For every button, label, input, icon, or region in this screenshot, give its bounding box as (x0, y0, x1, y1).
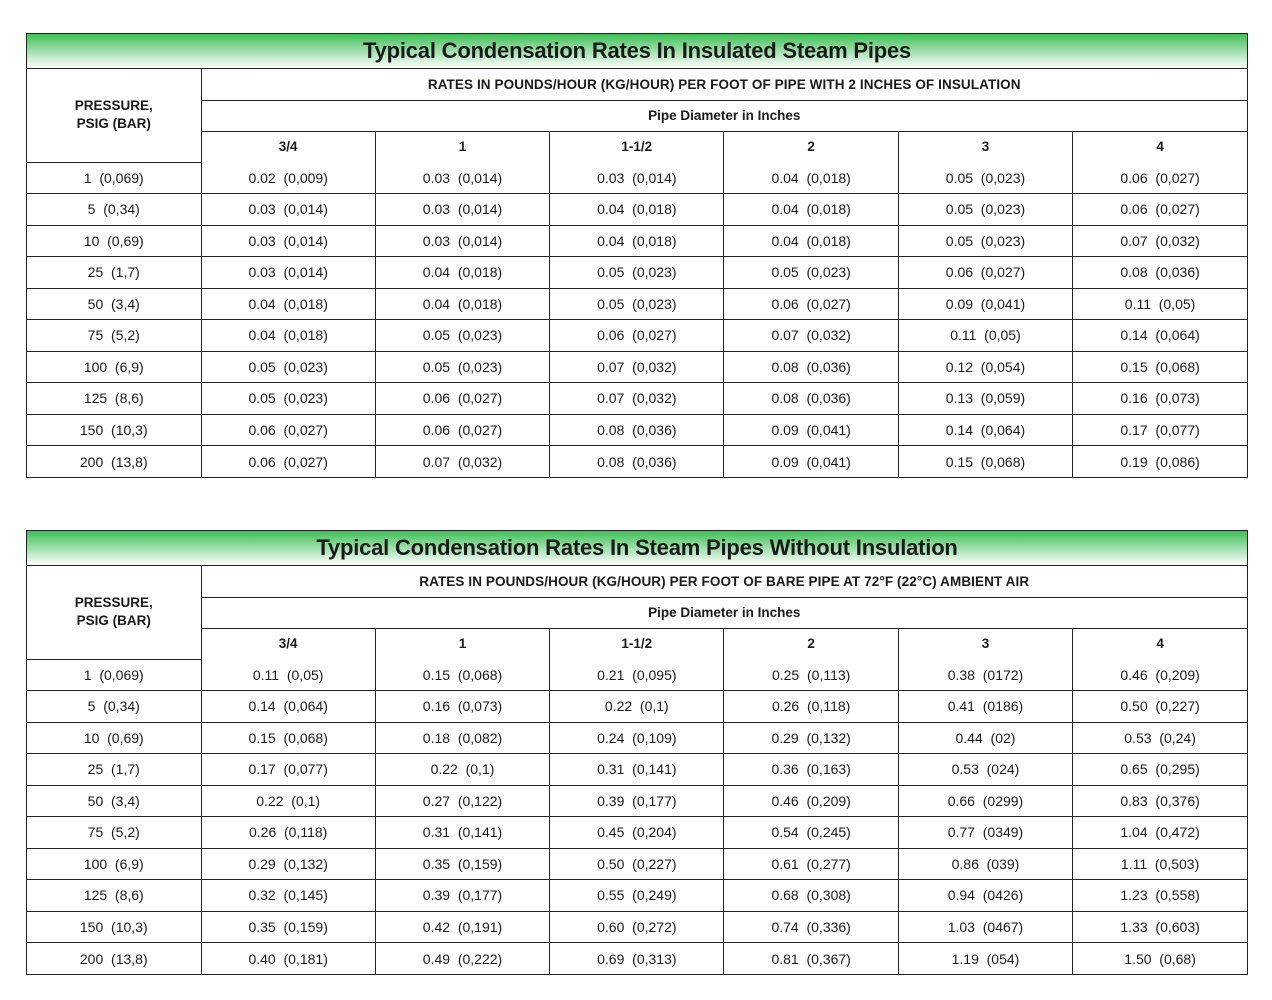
pressure-cell: 100 (6,9) (27, 848, 201, 880)
rate-cell: 0.04 (0,018) (201, 288, 375, 320)
rates-header: RATES IN POUNDS/HOUR (KG/HOUR) PER FOOT OF PIPE WITH 2 INCHES OF INSULATION (201, 69, 1247, 100)
diameter-column-header: 1-1/2 (550, 628, 724, 659)
rate-cell: 0.06 (0,027) (1073, 162, 1247, 194)
rate-cell: 0.17 (0,077) (1073, 414, 1247, 446)
rate-cell: 0.08 (0,036) (724, 383, 898, 415)
rate-cell: 0.60 (0,272) (550, 911, 724, 943)
rate-cell: 0.35 (0,159) (201, 911, 375, 943)
rate-cell: 0.16 (0,073) (1073, 383, 1247, 415)
pressure-cell: 1 (0,069) (27, 162, 201, 194)
rate-cell: 0.12 (0,054) (898, 351, 1072, 383)
rate-cell: 0.49 (0,222) (375, 943, 549, 975)
diameter-header: Pipe Diameter in Inches (201, 597, 1247, 628)
pressure-cell: 10 (0,69) (27, 225, 201, 257)
table-body (27, 659, 1247, 974)
rate-cell: 0.06 (0,027) (201, 414, 375, 446)
table-row (27, 722, 1247, 754)
rate-cell: 0.21 (0,095) (550, 659, 724, 691)
table-row (27, 943, 1247, 975)
table-row (27, 414, 1247, 446)
table-row (27, 225, 1247, 257)
rate-cell: 0.04 (0,018) (375, 288, 549, 320)
table-row (27, 257, 1247, 289)
pressure-cell: 25 (1,7) (27, 754, 201, 786)
pressure-cell: 125 (8,6) (27, 880, 201, 912)
table-row (27, 754, 1247, 786)
rate-cell: 0.03 (0,014) (375, 225, 549, 257)
table-row (27, 194, 1247, 226)
table-row (27, 162, 1247, 194)
rate-cell: 0.31 (0,141) (550, 754, 724, 786)
rate-cell: 0.31 (0,141) (375, 817, 549, 849)
rate-cell: 0.53 (0,24) (1073, 722, 1247, 754)
rate-cell: 0.04 (0,018) (550, 194, 724, 226)
rate-cell: 0.05 (0,023) (550, 288, 724, 320)
table-row (27, 288, 1247, 320)
rate-cell: 1.03 (0467) (898, 911, 1072, 943)
rate-cell: 0.15 (0,068) (898, 446, 1072, 478)
pressure-cell: 100 (6,9) (27, 351, 201, 383)
rate-cell: 1.04 (0,472) (1073, 817, 1247, 849)
rate-cell: 0.81 (0,367) (724, 943, 898, 975)
rate-cell: 0.22 (0,1) (201, 785, 375, 817)
rate-cell: 0.09 (0,041) (898, 288, 1072, 320)
rate-cell: 0.50 (0,227) (1073, 691, 1247, 723)
table-title: Typical Condensation Rates In Insulated Steam Pipes (362, 38, 912, 63)
rate-cell: 0.83 (0,376) (1073, 785, 1247, 817)
rate-cell: 0.68 (0,308) (724, 880, 898, 912)
table-row (27, 880, 1247, 912)
condensation-table (27, 566, 1247, 974)
table-row (27, 659, 1247, 691)
rate-cell: 0.42 (0,191) (375, 911, 549, 943)
rate-cell: 0.61 (0,277) (724, 848, 898, 880)
pressure-cell: 50 (3,4) (27, 288, 201, 320)
table-row (27, 785, 1247, 817)
rate-cell: 0.03 (0,014) (201, 225, 375, 257)
table-title-banner (27, 34, 1247, 69)
pressure-cell: 200 (13,8) (27, 943, 201, 975)
column-header-row (27, 628, 1247, 659)
rate-cell: 0.65 (0,295) (1073, 754, 1247, 786)
rates-header: RATES IN POUNDS/HOUR (KG/HOUR) PER FOOT OF BARE PIPE AT 72°F (22°C) AMBIENT AIR (201, 566, 1247, 597)
rate-cell: 0.15 (0,068) (201, 722, 375, 754)
rate-cell: 1.33 (0,603) (1073, 911, 1247, 943)
pressure-cell: 75 (5,2) (27, 817, 201, 849)
rate-cell: 0.07 (0,032) (550, 383, 724, 415)
rate-cell: 0.04 (0,018) (724, 162, 898, 194)
rate-cell: 0.32 (0,145) (201, 880, 375, 912)
rate-cell: 0.06 (0,027) (375, 414, 549, 446)
condensation-table (27, 69, 1247, 477)
rate-cell: 0.05 (0,023) (375, 320, 549, 352)
rate-cell: 0.03 (0,014) (201, 257, 375, 289)
rate-cell: 1.11 (0,503) (1073, 848, 1247, 880)
table-title-banner (27, 531, 1247, 566)
rate-cell: 0.05 (0,023) (201, 351, 375, 383)
rate-cell: 0.29 (0,132) (724, 722, 898, 754)
rate-cell: 0.03 (0,014) (550, 162, 724, 194)
rate-cell: 0.25 (0,113) (724, 659, 898, 691)
pressure-cell: 150 (10,3) (27, 911, 201, 943)
insulated-pipes-table (26, 33, 1248, 478)
rate-cell: 1.19 (054) (898, 943, 1072, 975)
pressure-cell: 5 (0,34) (27, 194, 201, 226)
rate-cell: 0.11 (0,05) (201, 659, 375, 691)
bare-pipes-table (26, 530, 1248, 975)
rate-cell: 0.07 (0,032) (1073, 225, 1247, 257)
pressure-cell: 1 (0,069) (27, 659, 201, 691)
rate-cell: 0.07 (0,032) (724, 320, 898, 352)
diameter-column-header: 4 (1073, 131, 1247, 162)
rate-cell: 0.03 (0,014) (375, 194, 549, 226)
rate-cell: 0.05 (0,023) (201, 383, 375, 415)
diameter-column-header: 3/4 (201, 628, 375, 659)
rate-cell: 1.23 (0,558) (1073, 880, 1247, 912)
pressure-cell: 200 (13,8) (27, 446, 201, 478)
rate-cell: 0.46 (0,209) (1073, 659, 1247, 691)
rate-cell: 0.50 (0,227) (550, 848, 724, 880)
rate-cell: 0.08 (0,036) (550, 414, 724, 446)
rate-cell: 0.02 (0,009) (201, 162, 375, 194)
rate-cell: 0.53 (024) (898, 754, 1072, 786)
rate-cell: 0.07 (0,032) (550, 351, 724, 383)
rate-cell: 0.66 (0299) (898, 785, 1072, 817)
rate-cell: 0.18 (0,082) (375, 722, 549, 754)
rate-cell: 0.09 (0,041) (724, 414, 898, 446)
table-row (27, 446, 1247, 478)
rate-cell: 1.50 (0,68) (1073, 943, 1247, 975)
table-row (27, 817, 1247, 849)
rate-cell: 0.45 (0,204) (550, 817, 724, 849)
rate-cell: 0.15 (0,068) (375, 659, 549, 691)
rate-cell: 0.04 (0,018) (550, 225, 724, 257)
rate-cell: 0.08 (0,036) (1073, 257, 1247, 289)
rate-cell: 0.77 (0349) (898, 817, 1072, 849)
diameter-column-header: 4 (1073, 628, 1247, 659)
rate-cell: 0.55 (0,249) (550, 880, 724, 912)
rate-cell: 0.06 (0,027) (550, 320, 724, 352)
table-title: Typical Condensation Rates In Steam Pipes Without Insulation (316, 535, 958, 560)
rate-cell: 0.03 (0,014) (201, 194, 375, 226)
rate-cell: 0.08 (0,036) (724, 351, 898, 383)
rate-cell: 0.06 (0,027) (375, 383, 549, 415)
pressure-cell: 50 (3,4) (27, 785, 201, 817)
diameter-column-header: 3 (898, 131, 1072, 162)
rate-cell: 0.04 (0,018) (375, 257, 549, 289)
rate-cell: 0.15 (0,068) (1073, 351, 1247, 383)
rate-cell: 0.27 (0,122) (375, 785, 549, 817)
rate-cell: 0.05 (0,023) (898, 162, 1072, 194)
rate-cell: 0.05 (0,023) (724, 257, 898, 289)
rate-cell: 0.39 (0,177) (550, 785, 724, 817)
table-row (27, 351, 1247, 383)
column-header-row (27, 131, 1247, 162)
rate-cell: 0.07 (0,032) (375, 446, 549, 478)
rate-cell: 0.54 (0,245) (724, 817, 898, 849)
rate-cell: 0.69 (0,313) (550, 943, 724, 975)
rate-cell: 0.04 (0,018) (724, 194, 898, 226)
rate-cell: 0.05 (0,023) (375, 351, 549, 383)
pressure-cell: 75 (5,2) (27, 320, 201, 352)
rate-cell: 0.17 (0,077) (201, 754, 375, 786)
rate-cell: 0.03 (0,014) (375, 162, 549, 194)
rate-cell: 0.05 (0,023) (898, 194, 1072, 226)
table-row (27, 911, 1247, 943)
diameter-column-header: 3/4 (201, 131, 375, 162)
rate-cell: 0.05 (0,023) (898, 225, 1072, 257)
rate-cell: 0.14 (0,064) (898, 414, 1072, 446)
table-body (27, 162, 1247, 477)
rate-cell: 0.26 (0,118) (201, 817, 375, 849)
diameter-column-header: 3 (898, 628, 1072, 659)
rate-cell: 0.46 (0,209) (724, 785, 898, 817)
rate-cell: 0.05 (0,023) (550, 257, 724, 289)
rate-cell: 0.19 (0,086) (1073, 446, 1247, 478)
rate-cell: 0.13 (0,059) (898, 383, 1072, 415)
rate-cell: 0.06 (0,027) (201, 446, 375, 478)
pressure-cell: 10 (0,69) (27, 722, 201, 754)
rate-cell: 0.26 (0,118) (724, 691, 898, 723)
rate-cell: 0.35 (0,159) (375, 848, 549, 880)
rate-cell: 0.36 (0,163) (724, 754, 898, 786)
diameter-column-header: 2 (724, 628, 898, 659)
rate-cell: 0.16 (0,073) (375, 691, 549, 723)
diameter-column-header: 1 (375, 628, 549, 659)
pressure-cell: 5 (0,34) (27, 691, 201, 723)
diameter-column-header: 1 (375, 131, 549, 162)
rate-cell: 0.06 (0,027) (724, 288, 898, 320)
rate-cell: 0.22 (0,1) (550, 691, 724, 723)
rate-cell: 0.86 (039) (898, 848, 1072, 880)
rate-cell: 0.41 (0186) (898, 691, 1072, 723)
rate-cell: 0.08 (0,036) (550, 446, 724, 478)
rate-cell: 0.11 (0,05) (1073, 288, 1247, 320)
rate-cell: 0.29 (0,132) (201, 848, 375, 880)
pressure-column-header: PRESSURE, PSIG (BAR) (27, 566, 201, 659)
diameter-header: Pipe Diameter in Inches (201, 100, 1247, 131)
rate-cell: 0.06 (0,027) (898, 257, 1072, 289)
rate-cell: 0.06 (0,027) (1073, 194, 1247, 226)
rate-cell: 0.09 (0,041) (724, 446, 898, 478)
rate-cell: 0.94 (0426) (898, 880, 1072, 912)
table-row (27, 691, 1247, 723)
diameter-column-header: 2 (724, 131, 898, 162)
rate-cell: 0.44 (02) (898, 722, 1072, 754)
rate-cell: 0.04 (0,018) (724, 225, 898, 257)
rate-cell: 0.22 (0,1) (375, 754, 549, 786)
rate-cell: 0.74 (0,336) (724, 911, 898, 943)
rate-cell: 0.14 (0,064) (201, 691, 375, 723)
diameter-column-header: 1-1/2 (550, 131, 724, 162)
rate-cell: 0.38 (0172) (898, 659, 1072, 691)
table-row (27, 383, 1247, 415)
table-row (27, 848, 1247, 880)
table-row (27, 320, 1247, 352)
pressure-cell: 125 (8,6) (27, 383, 201, 415)
rate-cell: 0.40 (0,181) (201, 943, 375, 975)
rate-cell: 0.04 (0,018) (201, 320, 375, 352)
pressure-column-header: PRESSURE, PSIG (BAR) (27, 69, 201, 162)
pressure-cell: 150 (10,3) (27, 414, 201, 446)
rate-cell: 0.11 (0,05) (898, 320, 1072, 352)
rate-cell: 0.14 (0,064) (1073, 320, 1247, 352)
rate-cell: 0.39 (0,177) (375, 880, 549, 912)
pressure-cell: 25 (1,7) (27, 257, 201, 289)
rate-cell: 0.24 (0,109) (550, 722, 724, 754)
